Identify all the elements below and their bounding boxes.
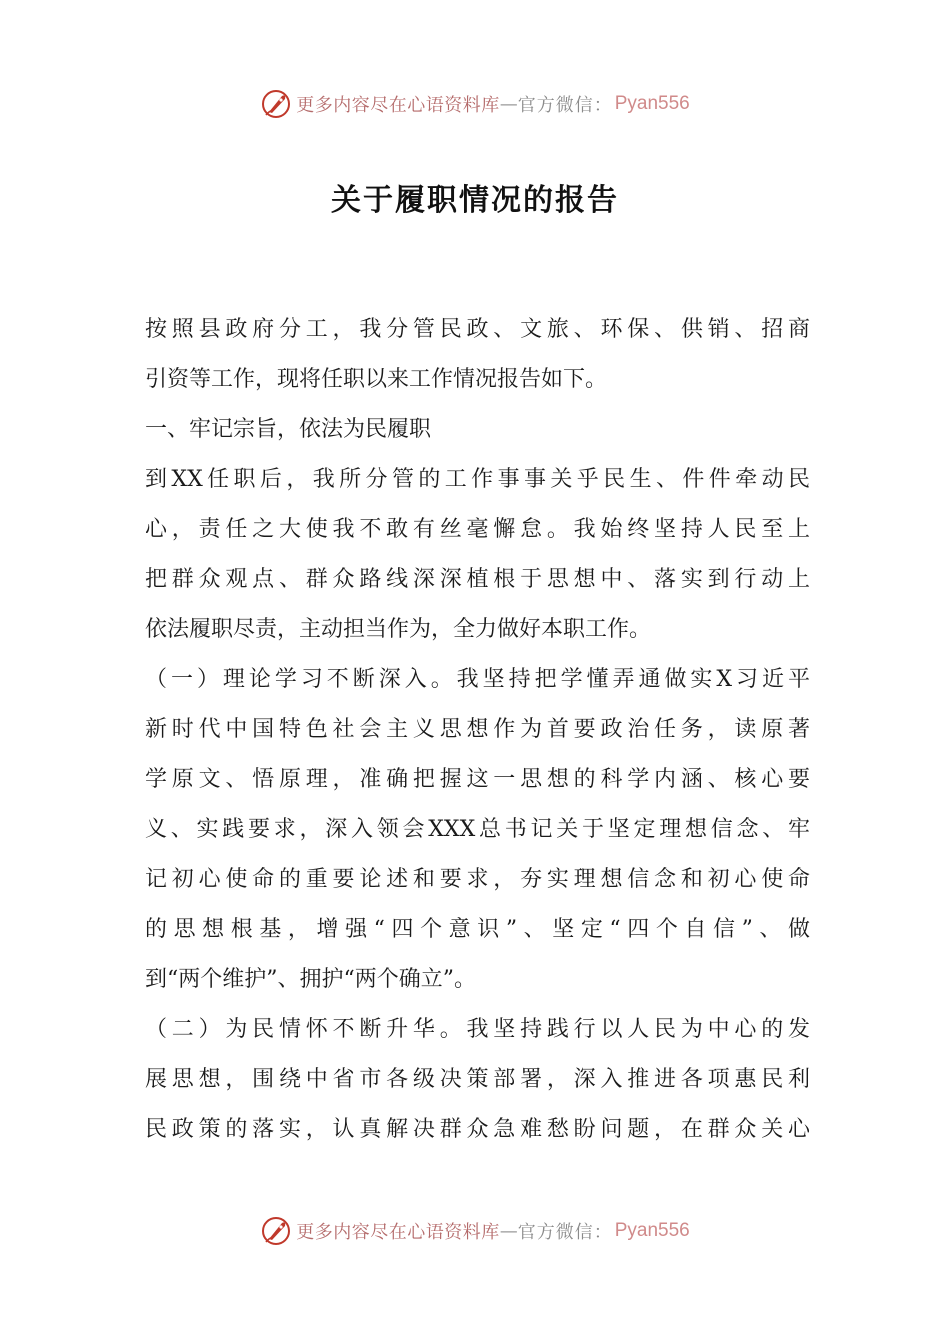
banner-dash: — xyxy=(499,1220,518,1242)
document-body xyxy=(145,305,810,1155)
text-line: 引资等工作，现将任职以来工作情况报告如下。 xyxy=(145,367,608,392)
footer-banner xyxy=(0,1211,950,1251)
quill-logo-icon xyxy=(260,88,292,120)
text-line: 心，责任之大使我不敢有丝毫懈怠。我始终坚持人民至上 xyxy=(145,517,810,542)
banner-dash: — xyxy=(499,93,518,115)
text-line: 学原文、悟原理，准确把握这一思想的科学内涵、核心要 xyxy=(145,767,810,792)
text-line: 记初心使命的重要论述和要求，夯实理想信念和初心使命 xyxy=(145,867,810,892)
text-line: 新时代中国特色社会主义思想作为首要政治任务，读原著 xyxy=(145,717,810,742)
banner-wechat-id: Pyan556 xyxy=(614,1220,690,1241)
banner-wechat-label: 官方微信： xyxy=(517,1222,613,1243)
text-line: （一）理论学习不断深入。我坚持把学懂弄通做实X习近平 xyxy=(145,667,810,692)
text-line: 到“两个维护”、拥护“两个确立”。 xyxy=(145,967,476,992)
text-line: （二）为民情怀不断升华。我坚持践行以人民为中心的发 xyxy=(145,1017,810,1042)
text-line: 依法履职尽责，主动担当作为，全力做好本职工作。 xyxy=(145,617,652,642)
banner-text: 更多内容尽在心语资料库 xyxy=(296,95,500,116)
text-line: 义、实践要求，深入领会XXX总书记关于坚定理想信念、牢 xyxy=(145,817,810,842)
text-line: 的思想根基，增强“四个意识”、坚定“四个自信”、做 xyxy=(145,917,810,942)
text-line: 到XX任职后，我所分管的工作事事关乎民生、件件牵动民 xyxy=(145,467,810,492)
banner-wechat-id: Pyan556 xyxy=(614,93,690,114)
document-title: 关于履职情况的报告 xyxy=(331,183,619,218)
banner-text: 更多内容尽在心语资料库 xyxy=(296,1222,500,1243)
header-banner xyxy=(0,84,950,124)
text-line: 民政策的落实，认真解决群众急难愁盼问题，在群众关心 xyxy=(145,1117,810,1142)
text-line: 按照县政府分工，我分管民政、文旅、环保、供销、招商 xyxy=(145,317,810,342)
section-heading: 一、牢记宗旨，依法为民履职 xyxy=(145,417,432,442)
text-line: 把群众观点、群众路线深深植根于思想中、落实到行动上 xyxy=(145,567,810,592)
banner-wechat-label: 官方微信： xyxy=(517,95,613,116)
text-line: 展思想，围绕中省市各级决策部署，深入推进各项惠民利 xyxy=(145,1067,810,1092)
quill-logo-icon xyxy=(260,1215,292,1247)
